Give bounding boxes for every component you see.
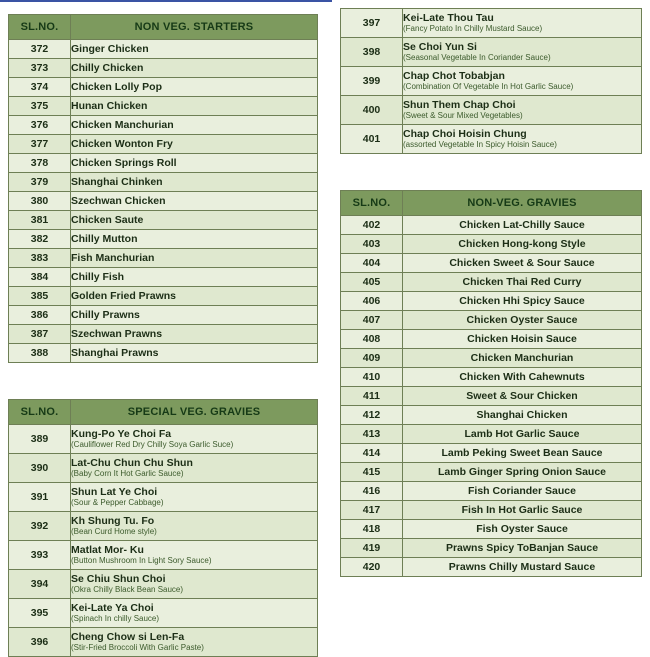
row-slno: 395 bbox=[9, 599, 71, 628]
table-row bbox=[9, 135, 318, 154]
table-row bbox=[9, 154, 318, 173]
right-gap-spacer bbox=[340, 154, 642, 190]
row-slno: 383 bbox=[9, 249, 71, 268]
table-row bbox=[9, 97, 318, 116]
table-row bbox=[341, 349, 642, 368]
table-row bbox=[341, 38, 642, 67]
row-slno: 415 bbox=[341, 463, 403, 482]
right-top-spacer bbox=[340, 0, 642, 8]
item-title: Se Choi Yun Si bbox=[403, 41, 477, 54]
table-row bbox=[341, 406, 642, 425]
row-item-name bbox=[403, 38, 642, 67]
row-slno: 372 bbox=[9, 40, 71, 59]
row-slno: 407 bbox=[341, 311, 403, 330]
row-slno: 414 bbox=[341, 444, 403, 463]
table-row bbox=[9, 628, 318, 657]
row-slno: 411 bbox=[341, 387, 403, 406]
header-slno: SL.NO. bbox=[9, 15, 71, 40]
table-row bbox=[341, 501, 642, 520]
row-item-name: Fish In Hot Garlic Sauce bbox=[403, 501, 642, 520]
row-slno: 381 bbox=[9, 211, 71, 230]
table-row bbox=[9, 512, 318, 541]
item-description: (Fancy Potato In Chilly Mustard Sauce) bbox=[403, 24, 543, 34]
row-slno: 420 bbox=[341, 558, 403, 577]
row-slno: 392 bbox=[9, 512, 71, 541]
row-item-name: Chilly Fish bbox=[71, 268, 318, 287]
table-row bbox=[9, 599, 318, 628]
header-slno: SL.NO. bbox=[341, 191, 403, 216]
row-slno: 399 bbox=[341, 67, 403, 96]
table-row bbox=[341, 482, 642, 501]
item-title: Shun Lat Ye Choi bbox=[71, 486, 158, 499]
table-row bbox=[9, 570, 318, 599]
right-column bbox=[340, 0, 642, 577]
table-row bbox=[9, 192, 318, 211]
row-item-name bbox=[71, 454, 318, 483]
row-item-name: Lamb Hot Garlic Sauce bbox=[403, 425, 642, 444]
row-slno: 393 bbox=[9, 541, 71, 570]
table-row bbox=[341, 444, 642, 463]
table-header-row bbox=[341, 191, 642, 216]
row-slno: 388 bbox=[9, 344, 71, 363]
item-title: Kei-Late Thou Tau bbox=[403, 12, 494, 25]
row-slno: 400 bbox=[341, 96, 403, 125]
item-description: (Okra Chilly Black Bean Sauce) bbox=[71, 585, 184, 595]
row-item-name bbox=[71, 599, 318, 628]
row-slno: 396 bbox=[9, 628, 71, 657]
row-slno: 405 bbox=[341, 273, 403, 292]
row-item-name: Golden Fried Prawns bbox=[71, 287, 318, 306]
row-item-name: Chicken With Cahewnuts bbox=[403, 368, 642, 387]
table-row bbox=[341, 539, 642, 558]
row-slno: 386 bbox=[9, 306, 71, 325]
item-title: Matlat Mor- Ku bbox=[71, 544, 144, 557]
row-item-name: Chicken Manchurian bbox=[71, 116, 318, 135]
item-description: (assorted Vegetable In Spicy Hoisin Sauce) bbox=[403, 140, 557, 150]
table-row bbox=[9, 249, 318, 268]
table-row bbox=[9, 344, 318, 363]
row-item-name: Lamb Ginger Spring Onion Sauce bbox=[403, 463, 642, 482]
row-item-name: Lamb Peking Sweet Bean Sauce bbox=[403, 444, 642, 463]
row-item-name bbox=[71, 512, 318, 541]
row-slno: 374 bbox=[9, 78, 71, 97]
row-slno: 410 bbox=[341, 368, 403, 387]
table-row bbox=[341, 425, 642, 444]
item-title: Kei-Late Ya Choi bbox=[71, 602, 154, 615]
row-item-name bbox=[403, 96, 642, 125]
row-slno: 385 bbox=[9, 287, 71, 306]
table-row bbox=[341, 330, 642, 349]
row-item-name: Ginger Chicken bbox=[71, 40, 318, 59]
row-slno: 390 bbox=[9, 454, 71, 483]
row-item-name: Chicken Thai Red Curry bbox=[403, 273, 642, 292]
row-slno: 408 bbox=[341, 330, 403, 349]
item-description: (Bean Curd Home style) bbox=[71, 527, 157, 537]
table-row bbox=[341, 273, 642, 292]
row-item-name: Shanghai Prawns bbox=[71, 344, 318, 363]
table-non-veg-starters bbox=[8, 14, 318, 363]
table-row bbox=[9, 425, 318, 454]
row-item-name: Szechwan Prawns bbox=[71, 325, 318, 344]
item-title: Kung-Po Ye Choi Fa bbox=[71, 428, 172, 441]
item-title: Cheng Chow si Len-Fa bbox=[71, 631, 185, 644]
row-slno: 379 bbox=[9, 173, 71, 192]
row-item-name: Prawns Spicy ToBanjan Sauce bbox=[403, 539, 642, 558]
row-slno: 404 bbox=[341, 254, 403, 273]
row-slno: 413 bbox=[341, 425, 403, 444]
item-title: Chap Chot Tobabjan bbox=[403, 70, 505, 83]
header-category: SPECIAL VEG. GRAVIES bbox=[71, 400, 318, 425]
row-slno: 378 bbox=[9, 154, 71, 173]
table-row bbox=[341, 9, 642, 38]
table-non-veg-gravies bbox=[340, 190, 642, 577]
item-description: (Combination Of Vegetable In Hot Garlic Sauce) bbox=[403, 82, 574, 92]
row-item-name: Chicken Hhi Spicy Sauce bbox=[403, 292, 642, 311]
item-description: (Baby Corn It Hot Garlic Sauce) bbox=[71, 469, 184, 479]
row-slno: 377 bbox=[9, 135, 71, 154]
row-slno: 398 bbox=[341, 38, 403, 67]
row-slno: 376 bbox=[9, 116, 71, 135]
table-header-row bbox=[9, 400, 318, 425]
table-row bbox=[341, 96, 642, 125]
row-slno: 402 bbox=[341, 216, 403, 235]
row-slno: 394 bbox=[9, 570, 71, 599]
table-row bbox=[341, 254, 642, 273]
item-description: (Seasonal Vegetable In Coriander Sauce) bbox=[403, 53, 551, 63]
table-row bbox=[9, 230, 318, 249]
item-description: (Sour & Pepper Cabbage) bbox=[71, 498, 164, 508]
row-slno: 406 bbox=[341, 292, 403, 311]
row-slno: 382 bbox=[9, 230, 71, 249]
item-description: (Cauliflower Red Dry Chilly Soya Garlic Suce) bbox=[71, 440, 234, 450]
row-item-name: Chicken Wonton Fry bbox=[71, 135, 318, 154]
row-slno: 412 bbox=[341, 406, 403, 425]
table-row bbox=[341, 387, 642, 406]
row-item-name: Chicken Oyster Sauce bbox=[403, 311, 642, 330]
item-description: (Button Mushroom In Light Sory Sauce) bbox=[71, 556, 212, 566]
item-title: Kh Shung Tu. Fo bbox=[71, 515, 155, 528]
row-item-name: Szechwan Chicken bbox=[71, 192, 318, 211]
row-item-name bbox=[71, 570, 318, 599]
row-slno: 416 bbox=[341, 482, 403, 501]
table-row bbox=[9, 287, 318, 306]
table-row bbox=[341, 311, 642, 330]
row-item-name: Chilly Chicken bbox=[71, 59, 318, 78]
row-slno: 380 bbox=[9, 192, 71, 211]
row-item-name: Shanghai Chicken bbox=[403, 406, 642, 425]
table-header-row bbox=[9, 15, 318, 40]
row-slno: 417 bbox=[341, 501, 403, 520]
table-row bbox=[9, 211, 318, 230]
row-item-name: Chicken Lat-Chilly Sauce bbox=[403, 216, 642, 235]
left-gap-spacer bbox=[8, 363, 318, 399]
table-row bbox=[341, 67, 642, 96]
row-item-name bbox=[403, 125, 642, 154]
row-item-name: Chicken Springs Roll bbox=[71, 154, 318, 173]
table-row bbox=[9, 40, 318, 59]
item-title: Lat-Chu Chun Chu Shun bbox=[71, 457, 193, 470]
row-item-name: Fish Coriander Sauce bbox=[403, 482, 642, 501]
table-row bbox=[341, 216, 642, 235]
row-item-name bbox=[403, 9, 642, 38]
row-slno: 387 bbox=[9, 325, 71, 344]
item-title: Shun Them Chap Choi bbox=[403, 99, 516, 112]
row-slno: 375 bbox=[9, 97, 71, 116]
row-slno: 391 bbox=[9, 483, 71, 512]
row-item-name: Shanghai Chinken bbox=[71, 173, 318, 192]
row-item-name: Chicken Hong-kong Style bbox=[403, 235, 642, 254]
item-description: (Spinach In chilly Sauce) bbox=[71, 614, 160, 624]
row-item-name: Chicken Manchurian bbox=[403, 349, 642, 368]
table-row bbox=[9, 59, 318, 78]
table-row bbox=[9, 173, 318, 192]
row-item-name: Chicken Sweet & Sour Sauce bbox=[403, 254, 642, 273]
row-slno: 389 bbox=[9, 425, 71, 454]
row-item-name bbox=[71, 483, 318, 512]
row-slno: 409 bbox=[341, 349, 403, 368]
table-row bbox=[341, 235, 642, 254]
table-row bbox=[9, 454, 318, 483]
table-row bbox=[9, 483, 318, 512]
row-item-name: Chilly Prawns bbox=[71, 306, 318, 325]
item-title: Se Chiu Shun Choi bbox=[71, 573, 166, 586]
item-description: (Sweet & Sour Mixed Vegetables) bbox=[403, 111, 523, 121]
table-row bbox=[341, 463, 642, 482]
row-item-name bbox=[71, 628, 318, 657]
table-special-veg-gravies bbox=[8, 399, 318, 657]
row-item-name bbox=[403, 67, 642, 96]
row-item-name bbox=[71, 425, 318, 454]
table-row bbox=[9, 325, 318, 344]
row-item-name: Sweet & Sour Chicken bbox=[403, 387, 642, 406]
header-category: NON-VEG. GRAVIES bbox=[403, 191, 642, 216]
row-slno: 418 bbox=[341, 520, 403, 539]
table-row bbox=[341, 520, 642, 539]
row-slno: 384 bbox=[9, 268, 71, 287]
table-row bbox=[9, 78, 318, 97]
row-slno: 403 bbox=[341, 235, 403, 254]
row-item-name: Chilly Mutton bbox=[71, 230, 318, 249]
item-description: (Stir-Fried Broccoli With Garlic Paste) bbox=[71, 643, 204, 653]
header-category: NON VEG. STARTERS bbox=[71, 15, 318, 40]
table-special-veg-gravies-continued bbox=[340, 8, 642, 154]
table-row bbox=[341, 125, 642, 154]
row-item-name: Chicken Hoisin Sauce bbox=[403, 330, 642, 349]
left-top-spacer bbox=[8, 0, 318, 14]
row-item-name: Prawns Chilly Mustard Sauce bbox=[403, 558, 642, 577]
row-item-name: Chicken Saute bbox=[71, 211, 318, 230]
table-row bbox=[341, 558, 642, 577]
row-slno: 401 bbox=[341, 125, 403, 154]
item-title: Chap Choi Hoisin Chung bbox=[403, 128, 527, 141]
table-row bbox=[9, 268, 318, 287]
row-item-name: Chicken Lolly Pop bbox=[71, 78, 318, 97]
row-item-name bbox=[71, 541, 318, 570]
row-slno: 397 bbox=[341, 9, 403, 38]
table-row bbox=[341, 368, 642, 387]
table-row bbox=[9, 541, 318, 570]
row-item-name: Fish Manchurian bbox=[71, 249, 318, 268]
table-row bbox=[9, 116, 318, 135]
row-slno: 373 bbox=[9, 59, 71, 78]
table-row bbox=[341, 292, 642, 311]
row-slno: 419 bbox=[341, 539, 403, 558]
header-slno: SL.NO. bbox=[9, 400, 71, 425]
row-item-name: Hunan Chicken bbox=[71, 97, 318, 116]
table-row bbox=[9, 306, 318, 325]
left-column bbox=[8, 0, 318, 657]
row-item-name: Fish Oyster Sauce bbox=[403, 520, 642, 539]
